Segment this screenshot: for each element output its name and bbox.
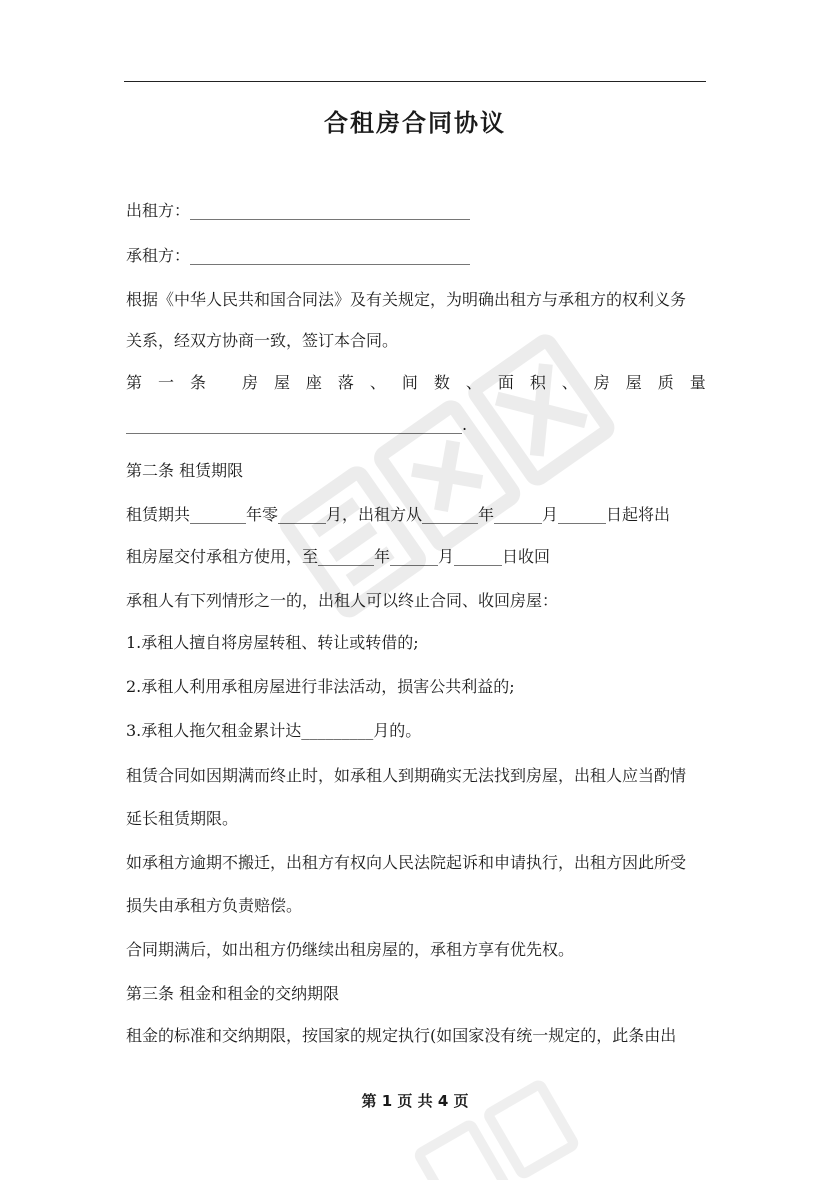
article-1-char: 量 <box>689 373 706 392</box>
preamble-line-2: 关系，经双方协商一致，签订本合同。 <box>126 331 399 350</box>
article-1-char: 质 <box>657 373 674 392</box>
termination-item-3: 3.承租人拖欠租金累计达_________月的。 <box>126 721 422 740</box>
article-3-heading: 第三条 租金和租金的交纳期限 <box>126 984 340 1003</box>
overstay-line-1: 如承租方逾期不搬迁，出租方有权向人民法院起诉和申请执行，出租方因此所受 <box>126 853 687 872</box>
article-1-blank-line: __________________________________________. <box>126 415 468 434</box>
header-rule <box>124 81 706 82</box>
article-1-char: 房 <box>241 373 258 392</box>
article-1-char: 、 <box>561 373 578 392</box>
lease-term-line-1: 租赁期共_______年零______月，出租方从_______年______月______日起将出 <box>126 505 671 524</box>
page-footer: 第 1 页 共 4 页 <box>361 1092 469 1110</box>
termination-item-2: 2.承租人利用承租房屋进行非法活动，损害公共利益的; <box>126 677 515 696</box>
article-1-char: 积 <box>529 373 546 392</box>
article-1-char: 落 <box>337 373 354 392</box>
article-1-char: 屋 <box>625 373 642 392</box>
watermark-logo-bottom <box>400 1080 640 1180</box>
article-1-heading <box>126 372 706 394</box>
article-1-char: 第 <box>126 373 143 392</box>
rent-line-1: 租金的标准和交纳期限，按国家的规定执行(如国家没有统一规定的，此条由出 <box>126 1026 677 1045</box>
article-1-char: 一 <box>157 373 174 392</box>
overstay-line-2: 损失由承租方负责赔偿。 <box>126 896 303 915</box>
article-1-char: 房 <box>593 373 610 392</box>
article-1-char: 、 <box>465 373 482 392</box>
document-title: 合租房合同协议 <box>324 108 506 137</box>
lease-term-line-2: 租房屋交付承租方使用，至_______年______月______日收回 <box>126 547 551 566</box>
article-1-char: 条 <box>189 373 206 392</box>
article-1-char: 面 <box>497 373 514 392</box>
article-1-char: 、 <box>369 373 386 392</box>
preamble-line-1: 根据《中华人民共和国合同法》及有关规定，为明确出租方与承租方的权利义务 <box>126 290 687 309</box>
article-1-char: 数 <box>433 373 450 392</box>
expiry-line-1: 租赁合同如因期满而终止时，如承租人到期确实无法找到房屋，出租人应当酌情 <box>126 766 687 785</box>
expiry-line-2: 延长租赁期限。 <box>126 809 239 828</box>
article-1-char: 座 <box>305 373 322 392</box>
lessee-line: 承租方：___________________________________ <box>126 246 471 265</box>
article-1-char: 屋 <box>273 373 290 392</box>
article-2-heading: 第二条 租赁期限 <box>126 461 244 480</box>
termination-intro: 承租人有下列情形之一的，出租人可以终止合同、收回房屋： <box>126 591 559 610</box>
priority-line: 合同期满后，如出租方仍继续出租房屋的，承租方享有优先权。 <box>126 940 575 959</box>
lessor-line: 出租方：___________________________________ <box>126 201 471 220</box>
termination-item-1: 1.承租人擅自将房屋转租、转让或转借的; <box>126 633 419 652</box>
article-1-char: 间 <box>401 373 418 392</box>
